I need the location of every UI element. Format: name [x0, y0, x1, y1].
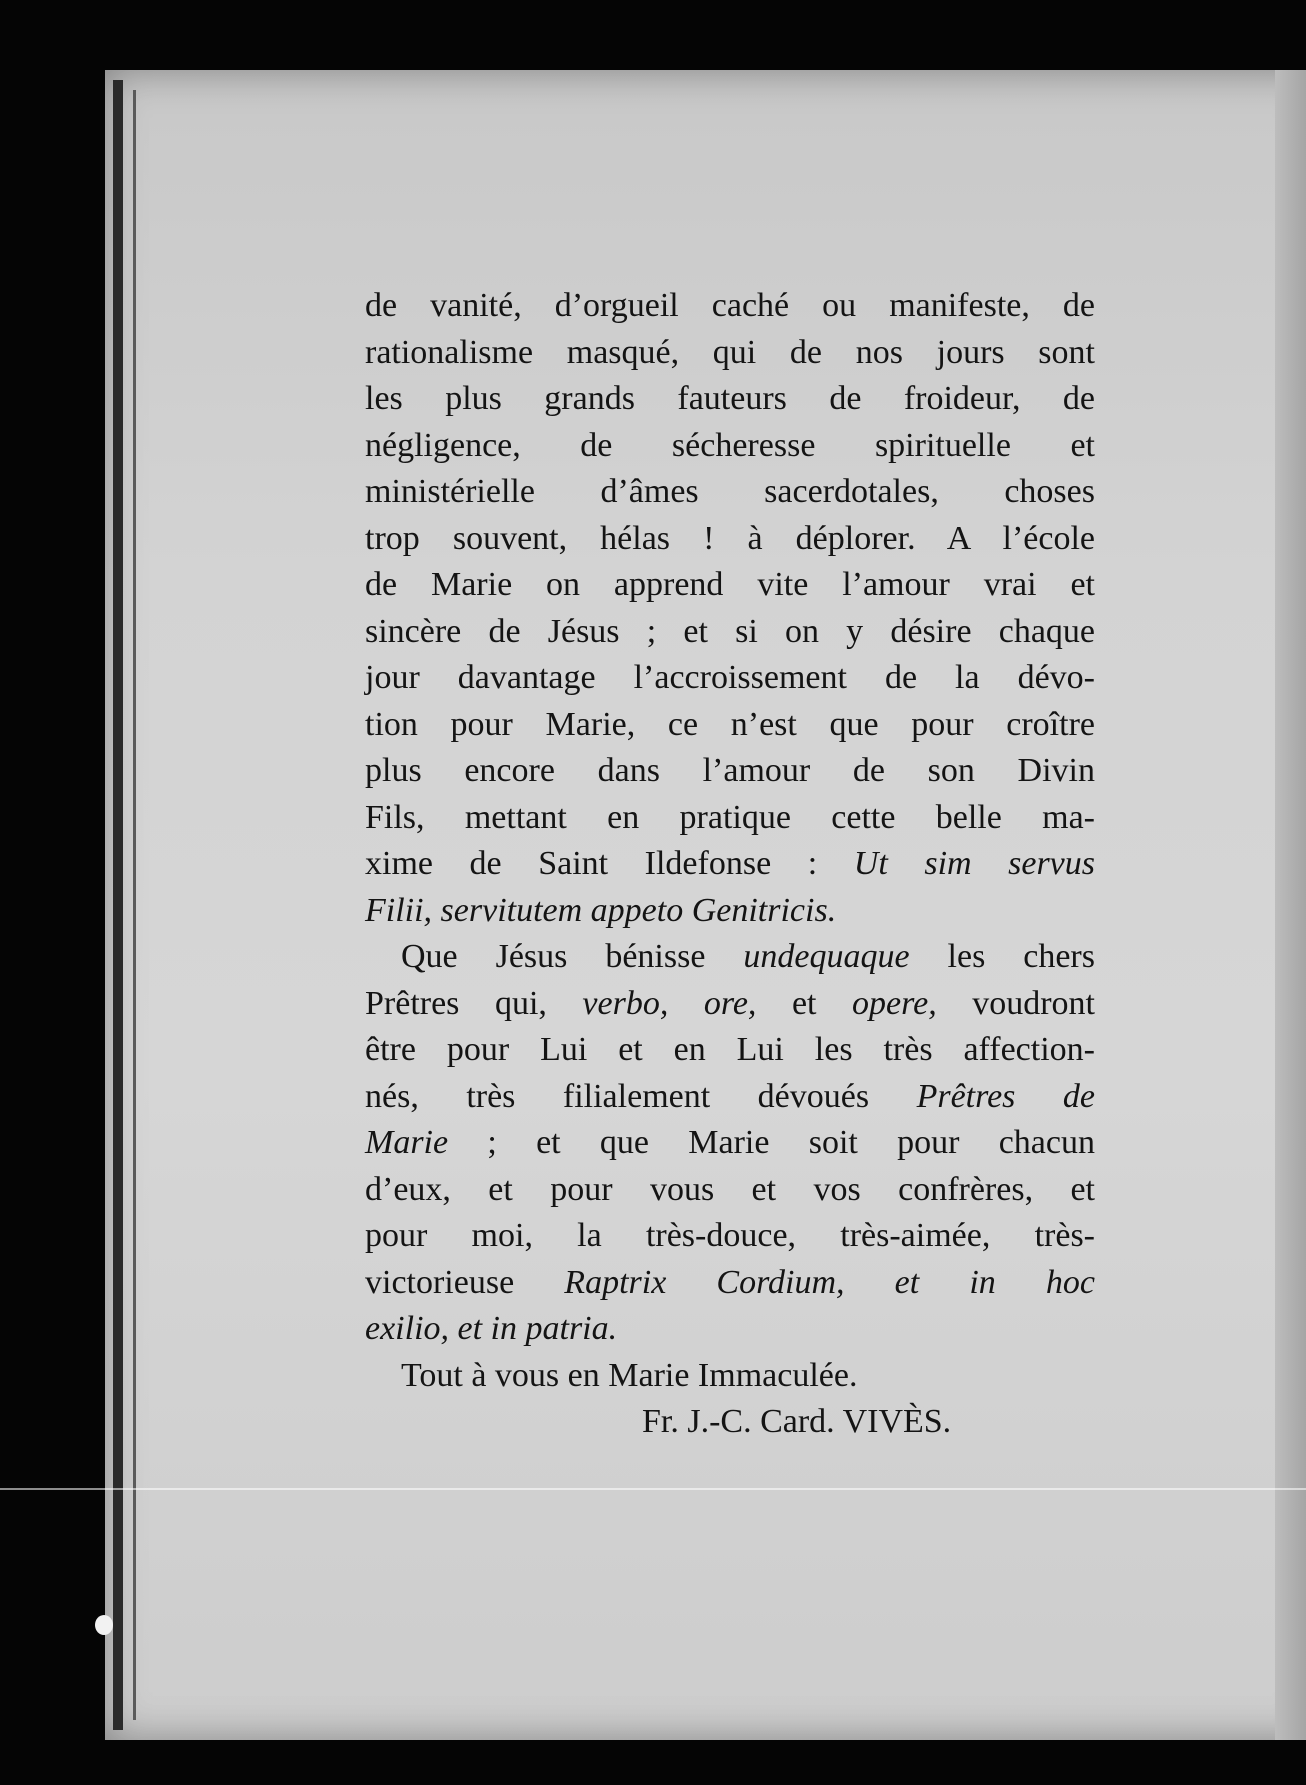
text-segment: ; et que Marie soit pour chacun	[448, 1124, 1095, 1161]
text-line	[365, 1120, 1095, 1167]
latin-quote: Raptrix Cordium, et in hoc	[564, 1263, 1095, 1301]
latin-quote: Ut sim servus	[853, 845, 1096, 882]
text-line: d’eux, et pour vous et vos confrères, et	[365, 1170, 1095, 1208]
text-line: les plus grands fauteurs de froideur, de	[365, 380, 1095, 417]
text-line: trop souvent, hélas ! à déplorer. A l’école	[365, 519, 1095, 557]
text-segment: victorieuse	[365, 1263, 565, 1301]
scan-artifact-line	[0, 1488, 1306, 1490]
paragraph-1	[365, 283, 1095, 934]
text-line	[365, 1074, 1095, 1121]
italic-phrase: Prêtres de	[916, 1077, 1095, 1115]
text-line	[365, 934, 1095, 981]
text-segment: voudront	[936, 984, 1096, 1022]
text-segment: Que Jésus bénisse	[401, 938, 744, 975]
closing-line: Tout à vous en Marie Immaculée.	[401, 1356, 858, 1394]
latin-word: opere,	[852, 984, 937, 1022]
page-binding-line	[133, 90, 136, 1720]
latin-word: undequaque	[743, 938, 910, 975]
text-line: être pour Lui et en Lui les très affection-	[365, 1031, 1095, 1068]
latin-quote-line: Filii, servitutem appeto Genitricis.	[365, 891, 837, 929]
page-binding-edge	[113, 80, 123, 1730]
text-line	[365, 981, 1095, 1028]
text-line: pour moi, la très-douce, très-aimée, très-	[365, 1217, 1095, 1254]
text-line: de vanité, d’orgueil caché ou manifeste, de	[365, 287, 1095, 324]
text-line: sincère de Jésus ; et si on y désire chaque	[365, 612, 1095, 650]
text-line: tion pour Marie, ce n’est que pour croître	[365, 705, 1095, 743]
text-line	[365, 841, 1095, 888]
text-segment: les chers	[909, 938, 1095, 975]
text-segment: nés, très filialement dévoués	[365, 1077, 917, 1115]
scan-speck	[95, 1615, 113, 1635]
signature: Fr. J.-C. Card. VIVÈS.	[642, 1403, 952, 1440]
text-line: ministérielle d’âmes sacerdotales, choses	[365, 473, 1095, 510]
paragraph-2	[365, 934, 1095, 1353]
text-line: négligence, de sécheresse spirituelle et	[365, 426, 1095, 464]
text-line: plus encore dans l’amour de son Divin	[365, 752, 1095, 789]
body-text	[365, 283, 1095, 1446]
latin-quote-line: exilio, et in patria.	[365, 1310, 618, 1347]
text-segment: Prêtres qui,	[365, 984, 583, 1022]
italic-phrase: Marie	[365, 1124, 449, 1161]
latin-word: verbo, ore,	[582, 984, 757, 1022]
text-line: Fils, mettant en pratique cette belle ma-	[365, 798, 1095, 836]
text-line	[365, 1260, 1095, 1307]
text-line: jour davantage l’accroissement de la dévo-	[365, 659, 1095, 696]
text-segment: xime de Saint Ildefonse :	[365, 845, 854, 882]
text-segment: et	[756, 984, 853, 1022]
text-line: de Marie on apprend vite l’amour vrai et	[365, 566, 1095, 603]
text-line: rationalisme masqué, qui de nos jours sont	[365, 333, 1095, 371]
